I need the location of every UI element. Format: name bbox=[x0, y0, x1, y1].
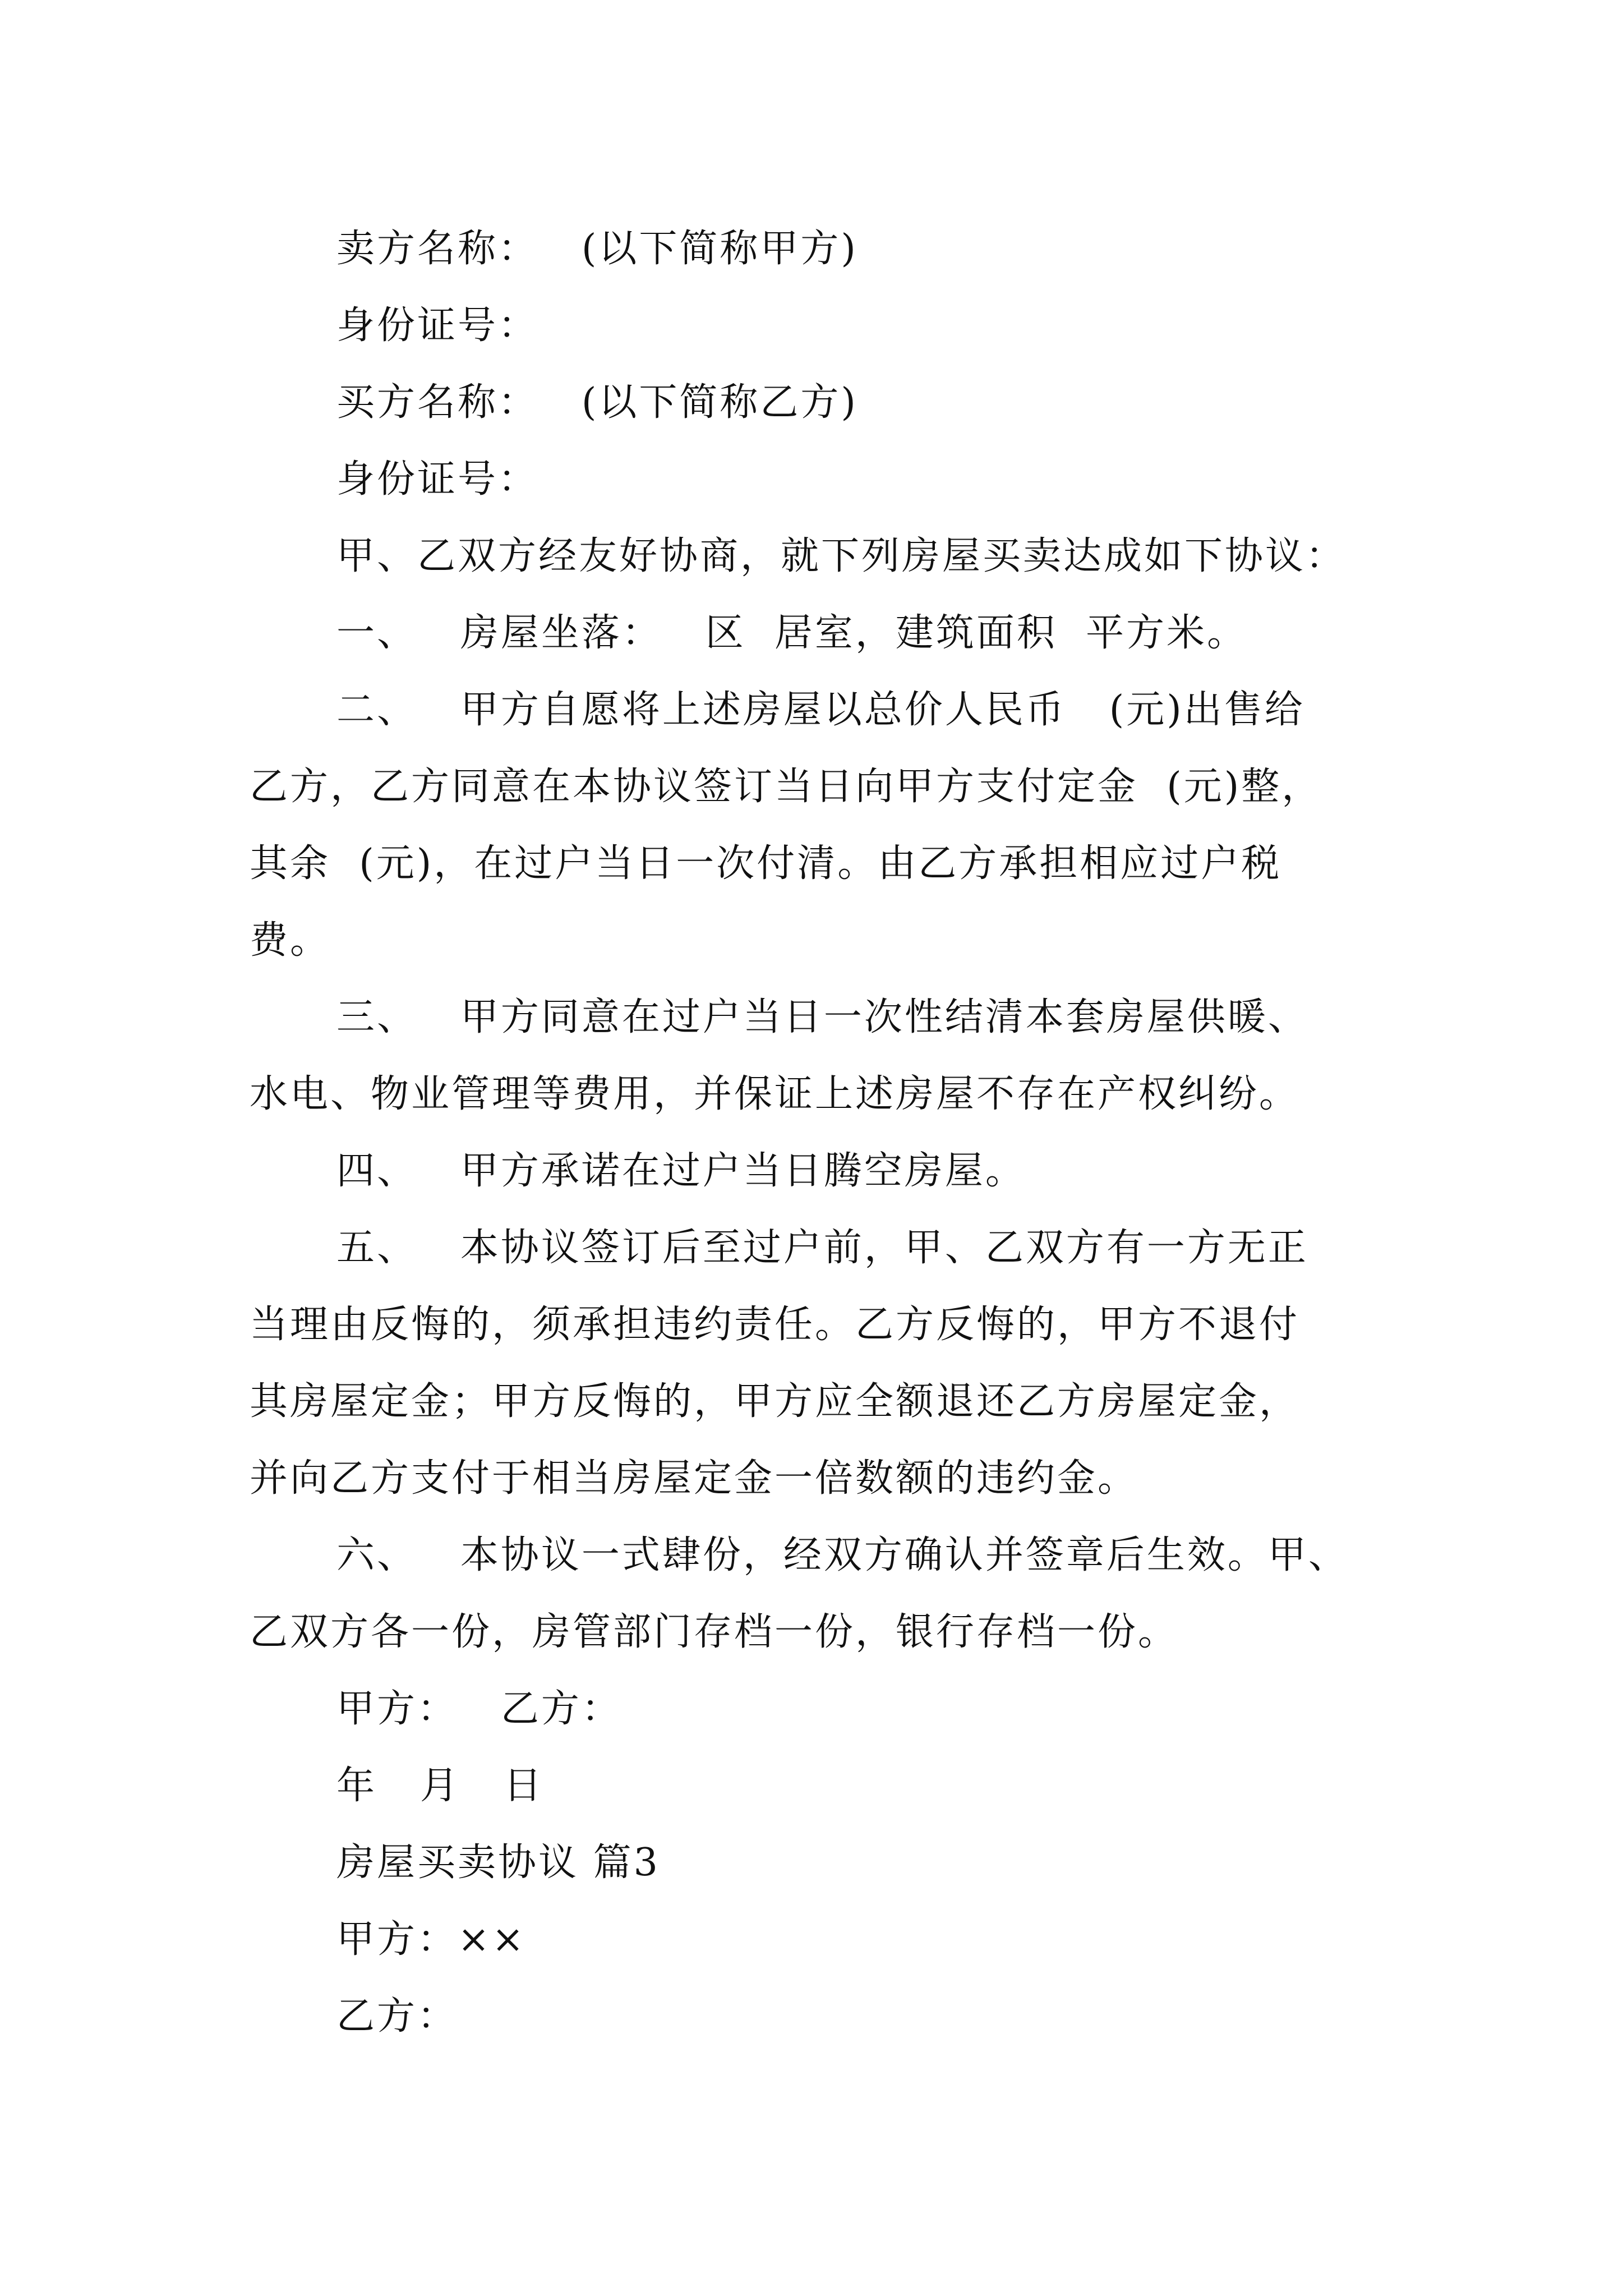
clause-2-line-3: 其余 (元)，在过户当日一次付清。由乙方承担相应过户税 bbox=[250, 841, 1282, 886]
party-a-line: 甲方：×× bbox=[336, 1917, 526, 1962]
clause-5-line-3: 其房屋定金；甲方反悔的，甲方应全额退还乙方房屋定金， bbox=[250, 1379, 1300, 1424]
buyer-name-line: 买方名称： (以下简称乙方) bbox=[336, 380, 858, 425]
clause-1-line: 一、 房屋坐落： 区 居室，建筑面积 平方米。 bbox=[336, 611, 1248, 655]
clause-2-line-4: 费。 bbox=[250, 918, 331, 963]
seller-id-line: 身份证号： bbox=[336, 303, 539, 348]
seller-name-line: 卖方名称： (以下简称甲方) bbox=[336, 227, 858, 271]
clause-3-line-2: 水电、物业管理等费用，并保证上述房屋不存在产权纠纷。 bbox=[250, 1072, 1300, 1116]
clause-2-line-2: 乙方，乙方同意在本协议签订当日向甲方支付定金 (元)整， bbox=[250, 765, 1322, 809]
clause-5-line-2: 当理由反悔的，须承担违约责任。乙方反悔的，甲方不退付 bbox=[250, 1303, 1300, 1347]
document-body bbox=[250, 210, 1377, 2055]
clause-5-line-4: 并向乙方支付于相当房屋定金一倍数额的违约金。 bbox=[250, 1456, 1138, 1501]
clause-2-line-1: 二、 甲方自愿将上述房屋以总价人民币 (元)出售给 bbox=[336, 688, 1305, 732]
signature-parties-line: 甲方： 乙方： bbox=[336, 1687, 622, 1731]
clause-6-line-2: 乙双方各一份，房管部门存档一份，银行存档一份。 bbox=[250, 1610, 1179, 1654]
party-b-line: 乙方： bbox=[336, 1994, 458, 2039]
section-heading: 房屋买卖协议 篇3 bbox=[336, 1841, 660, 1885]
clause-6-line-1: 六、 本协议一式肆份，经双方确认并签章后生效。甲、 bbox=[336, 1533, 1349, 1577]
buyer-id-line: 身份证号： bbox=[336, 457, 539, 501]
clause-3-line-1: 三、 甲方同意在过户当日一次性结清本套房屋供暖、 bbox=[336, 995, 1308, 1039]
agreement-intro-line: 甲、乙双方经友好协商，就下列房屋买卖达成如下协议： bbox=[336, 534, 1347, 578]
clause-4-line: 四、 甲方承诺在过户当日腾空房屋。 bbox=[336, 1149, 1026, 1193]
date-line: 年 月 日 bbox=[336, 1764, 544, 1808]
clause-5-line-1: 五、 本协议签订后至过户前，甲、乙双方有一方无正 bbox=[336, 1226, 1308, 1270]
